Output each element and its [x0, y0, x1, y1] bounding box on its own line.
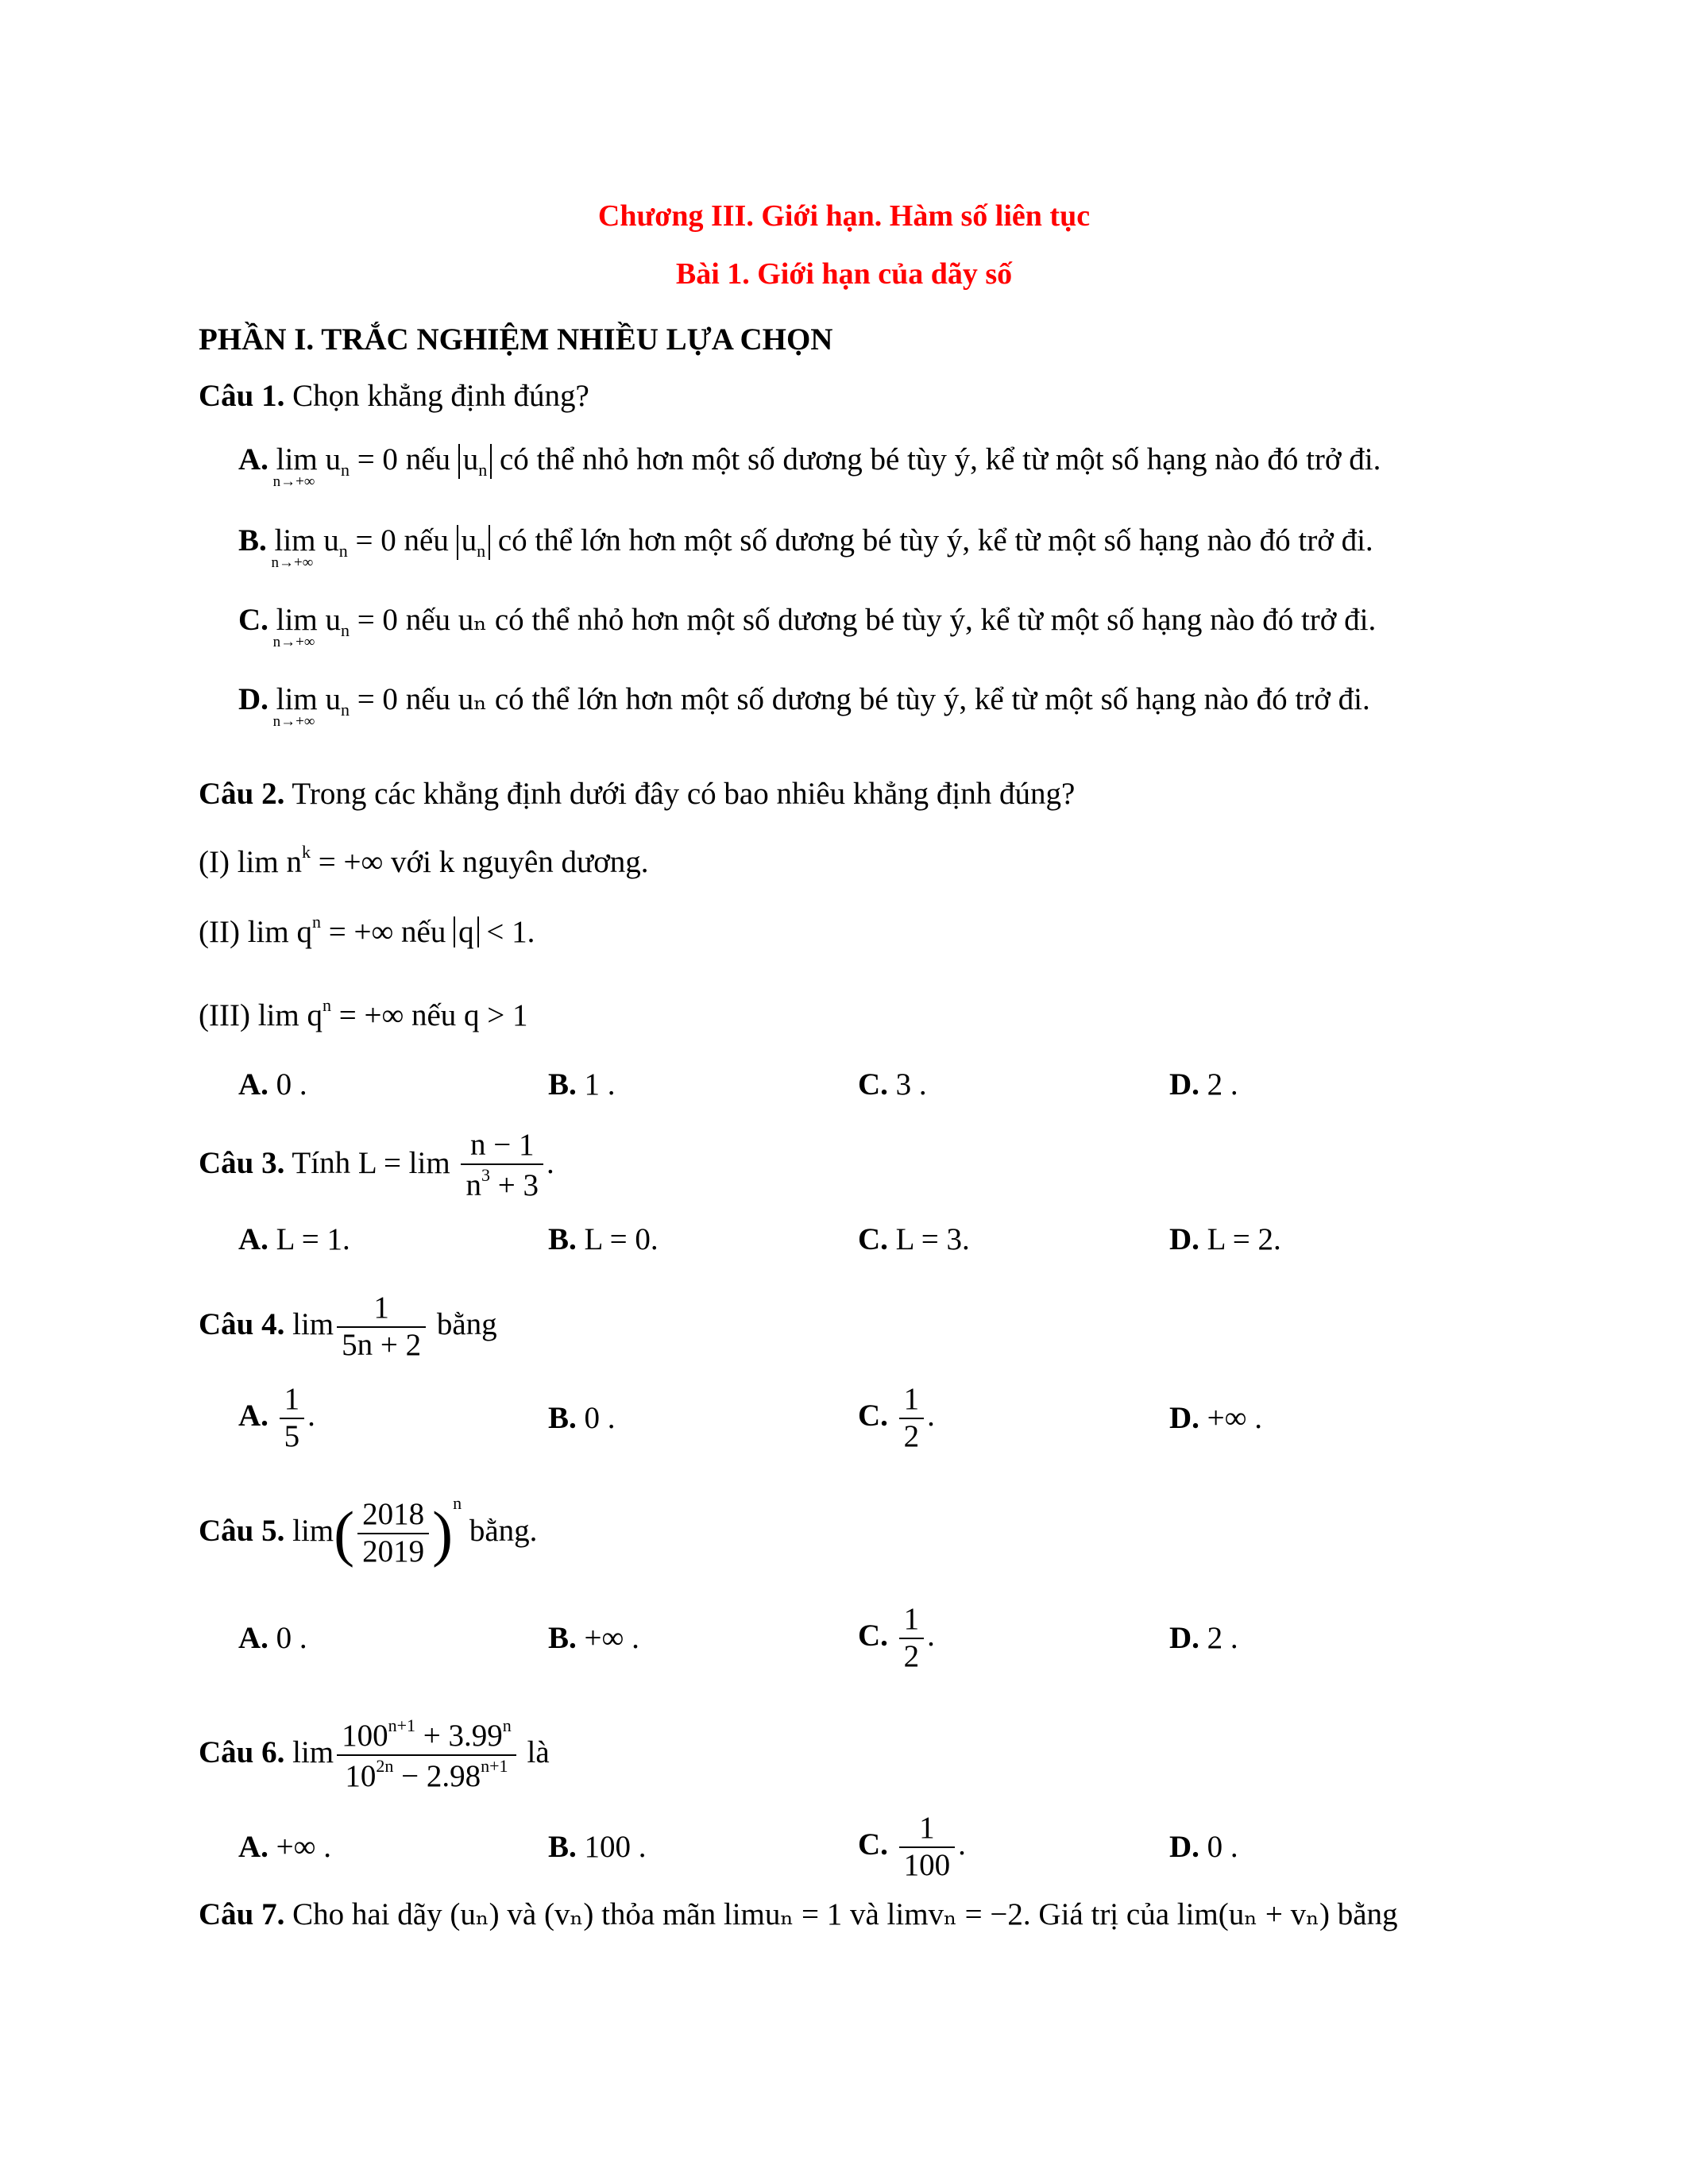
q2-option-c — [858, 1067, 927, 1102]
q5-option-c — [858, 1602, 935, 1675]
lim-word: lim — [276, 682, 318, 716]
question-label: Câu 2. — [199, 777, 285, 811]
q1-option-b — [238, 523, 1373, 571]
option-label: D. — [1169, 1621, 1199, 1655]
den-term-a: 10 — [345, 1758, 377, 1793]
option-value: +∞ . — [1207, 1401, 1262, 1435]
fraction-numerator: 1 — [899, 1602, 925, 1639]
q3-option-b — [548, 1221, 659, 1257]
option-value: 2 . — [1207, 1067, 1238, 1102]
question-label: Câu 4. — [199, 1306, 285, 1341]
superscript: 3 — [481, 1164, 490, 1185]
lim-word: lim — [292, 1734, 334, 1769]
question-label: Câu 5. — [199, 1514, 285, 1548]
absolute-value: q — [454, 916, 479, 947]
question-label: Câu 1. — [199, 379, 285, 413]
fraction — [357, 1497, 429, 1570]
subscript-n: n — [477, 541, 486, 561]
statement-expr: lim q — [247, 915, 312, 949]
statement-condition: nếu — [401, 915, 446, 949]
q4-option-c — [858, 1382, 935, 1455]
option-label: D. — [1169, 1830, 1199, 1864]
lesson-title: Bài 1. Giới hạn của dãy số — [675, 257, 1013, 291]
absolute-value — [458, 444, 492, 479]
statement-condition: với k nguyên dương. — [391, 845, 649, 879]
q2-statement-1 — [199, 842, 649, 880]
superscript: n+1 — [388, 1715, 416, 1735]
option-label: B. — [548, 1621, 577, 1655]
den-term-b: − 2.98 — [401, 1758, 481, 1793]
option-label: A. — [238, 442, 268, 477]
subscript-n: n — [340, 620, 350, 640]
option-label: D. — [238, 682, 268, 716]
question-text: Trong các khẳng định dưới đây có bao nhiêu khẳng định đúng? — [292, 777, 1076, 811]
fraction-numerator: n − 1 — [461, 1128, 543, 1165]
lim-word: lim — [276, 603, 318, 637]
den-tail: + 3 — [497, 1167, 539, 1202]
statement-tail: < 1. — [486, 915, 535, 949]
period: . — [927, 1618, 935, 1653]
option-value: 100 . — [584, 1830, 647, 1864]
superscript: n — [322, 995, 331, 1015]
question-label: Câu 3. — [199, 1145, 285, 1180]
section-heading: PHẦN I. TRẮC NGHIỆM NHIỀU LỰA CHỌN — [199, 322, 833, 357]
option-label: B. — [548, 1401, 577, 1435]
equals-zero: = 0 — [357, 442, 398, 477]
chapter-title: Chương III. Giới hạn. Hàm số liên tục — [597, 199, 1091, 233]
q6-option-c — [858, 1811, 966, 1884]
lim-subscript: n→+∞ — [271, 554, 314, 571]
fraction-denominator: 2019 — [362, 1534, 425, 1569]
option-label: D. — [1169, 1401, 1199, 1435]
sequence-u: u — [462, 442, 479, 477]
fraction-denominator: 100 — [903, 1847, 951, 1882]
question-label: Câu 7. — [199, 1897, 285, 1931]
fraction-denominator: 5n + 2 — [342, 1327, 422, 1362]
fraction-numerator — [337, 1715, 516, 1756]
option-label: B. — [548, 1067, 577, 1102]
sequence-u: u — [461, 523, 477, 558]
lim-word: lim — [292, 1514, 334, 1548]
fraction-denominator — [461, 1165, 543, 1204]
option-label: C. — [238, 603, 268, 637]
num-term-a: 100 — [342, 1719, 388, 1753]
statement-rhs: = +∞ — [318, 845, 384, 879]
q6-option-b — [548, 1829, 647, 1865]
statement-condition: nếu q > 1 — [411, 998, 528, 1032]
option-value: L = 1. — [276, 1222, 350, 1256]
q1-option-a — [238, 442, 1381, 490]
q2-option-a — [238, 1067, 307, 1102]
option-value: L = 3. — [895, 1222, 970, 1256]
fraction-numerator: 1 — [280, 1382, 305, 1419]
left-paren: ( — [334, 1499, 355, 1569]
question-6 — [199, 1715, 550, 1795]
question-text: Tính L = lim — [292, 1145, 450, 1180]
statement-rhs: = +∞ — [338, 998, 404, 1032]
subscript-n: n — [338, 541, 348, 561]
fraction — [461, 1128, 543, 1204]
q4-option-d — [1169, 1400, 1262, 1436]
option-label: B. — [238, 523, 267, 558]
q6-option-a — [238, 1829, 331, 1865]
fraction-denominator — [337, 1756, 516, 1795]
q3-option-d — [1169, 1221, 1281, 1257]
lim-subscript: n→+∞ — [272, 473, 315, 490]
q5-option-b — [548, 1620, 639, 1656]
q2-statement-2 — [199, 912, 535, 950]
statement-rhs: = +∞ — [328, 915, 394, 949]
q4-option-a — [238, 1382, 315, 1455]
question-4 — [199, 1291, 497, 1364]
option-value: 0 . — [276, 1621, 307, 1655]
option-value: 0 . — [1207, 1830, 1238, 1864]
fraction-numerator: 1 — [899, 1382, 925, 1419]
superscript: n+1 — [481, 1755, 508, 1776]
lim-expression — [272, 602, 318, 650]
q2-option-b — [548, 1067, 616, 1102]
option-label: C. — [858, 1398, 888, 1433]
lim-word: lim — [274, 523, 316, 558]
option-value: 0 . — [276, 1067, 307, 1102]
question-label: Câu 6. — [199, 1734, 285, 1769]
option-label: A. — [238, 1222, 268, 1256]
option-label: A. — [238, 1398, 268, 1433]
q3-option-c — [858, 1221, 970, 1257]
statement-expr: lim n — [237, 845, 302, 879]
option-label: A. — [238, 1067, 268, 1102]
option-label: C. — [858, 1222, 888, 1256]
q1-option-c — [238, 602, 1377, 650]
fraction-denominator: 2 — [903, 1418, 920, 1453]
fraction-numerator: 1 — [899, 1811, 956, 1848]
fraction-denominator: 5 — [284, 1418, 300, 1453]
den-base: n — [465, 1167, 481, 1202]
fraction — [899, 1811, 956, 1884]
q2-statement-3 — [199, 995, 528, 1033]
option-value: 3 . — [895, 1067, 927, 1102]
period: . — [546, 1145, 554, 1180]
question-tail: là — [527, 1734, 550, 1769]
question-1 — [199, 378, 589, 414]
option-text: nếu — [405, 442, 450, 477]
fraction — [337, 1291, 426, 1364]
lim-word: lim — [276, 442, 318, 477]
statement-prefix: (I) — [199, 845, 230, 879]
option-value: L = 2. — [1207, 1222, 1281, 1256]
question-5 — [199, 1493, 537, 1570]
option-value: 2 . — [1207, 1621, 1238, 1655]
q4-option-b — [548, 1400, 616, 1436]
option-label: C. — [858, 1827, 888, 1862]
option-rest: có thể nhỏ hơn một số dương bé tùy ý, kể từ một số hạng nào đó trở đi. — [500, 442, 1381, 477]
sequence-u: u — [323, 523, 339, 558]
option-text: nếu uₙ có thể lớn hơn một số dương bé tùy ý, kể từ một số hạng nào đó trở đi. — [405, 682, 1370, 716]
question-text: Cho hai dãy (uₙ) và (vₙ) thỏa mãn limuₙ = 1 và limvₙ = −2. Giá trị của lim(uₙ + vₙ) bằng — [292, 1897, 1398, 1931]
fraction — [280, 1382, 305, 1455]
q6-option-d — [1169, 1829, 1238, 1865]
option-text: nếu — [404, 523, 449, 558]
fraction — [899, 1602, 925, 1675]
option-value: 1 . — [584, 1067, 616, 1102]
sequence-u: u — [325, 682, 341, 716]
option-label: C. — [858, 1067, 888, 1102]
option-label: C. — [858, 1618, 888, 1653]
q1-option-d — [238, 681, 1370, 730]
absolute-value — [457, 525, 491, 560]
lim-subscript: n→+∞ — [272, 713, 315, 730]
option-value: +∞ . — [584, 1621, 639, 1655]
option-label: D. — [1169, 1067, 1199, 1102]
fraction — [337, 1715, 516, 1795]
period: . — [958, 1827, 966, 1862]
subscript-n: n — [340, 700, 350, 720]
statement-prefix: (II) — [199, 915, 240, 949]
option-value: 0 . — [584, 1401, 616, 1435]
option-text: nếu uₙ có thể nhỏ hơn một số dương bé tùy ý, kể từ một số hạng nào đó trở đi. — [405, 603, 1377, 637]
option-label: B. — [548, 1830, 577, 1864]
option-label: A. — [238, 1830, 268, 1864]
superscript: n — [453, 1493, 462, 1513]
question-3 — [199, 1128, 554, 1204]
q5-option-a — [238, 1620, 307, 1656]
equals-zero: = 0 — [357, 682, 398, 716]
period: . — [927, 1398, 935, 1433]
lim-expression — [272, 442, 318, 490]
option-value: L = 0. — [584, 1222, 659, 1256]
subscript-n: n — [478, 460, 488, 480]
option-rest: có thể lớn hơn một số dương bé tùy ý, kể từ một số hạng nào đó trở đi. — [497, 523, 1373, 558]
fraction-numerator: 2018 — [357, 1497, 429, 1534]
equals-zero: = 0 — [355, 523, 396, 558]
subscript-n: n — [340, 460, 350, 480]
option-value: +∞ . — [276, 1830, 331, 1864]
num-term-b: + 3.99 — [423, 1719, 503, 1753]
option-label: B. — [548, 1222, 577, 1256]
q3-option-a — [238, 1221, 350, 1257]
question-text: Chọn khẳng định đúng? — [292, 379, 589, 413]
equals-zero: = 0 — [357, 603, 398, 637]
question-2 — [199, 776, 1075, 812]
fraction-numerator: 1 — [337, 1291, 426, 1328]
sequence-u: u — [325, 603, 341, 637]
fraction — [899, 1382, 925, 1455]
lim-expression — [271, 523, 316, 571]
q2-option-d — [1169, 1067, 1238, 1102]
question-7 — [199, 1897, 1398, 1932]
q5-option-d — [1169, 1620, 1238, 1656]
fraction-denominator: 2 — [903, 1638, 920, 1673]
lim-subscript: n→+∞ — [272, 634, 315, 650]
question-tail: bằng — [436, 1306, 497, 1341]
superscript: k — [301, 842, 311, 862]
statement-expr: lim q — [257, 998, 323, 1032]
question-tail: bằng. — [469, 1514, 538, 1548]
right-paren: ) — [432, 1499, 454, 1569]
superscript: n — [502, 1715, 512, 1735]
period: . — [307, 1398, 315, 1433]
statement-prefix: (III) — [199, 998, 250, 1032]
lim-expression — [272, 681, 318, 730]
sequence-u: u — [325, 442, 341, 477]
superscript: 2n — [376, 1755, 394, 1776]
lim-word: lim — [292, 1306, 334, 1341]
option-label: D. — [1169, 1222, 1199, 1256]
superscript: n — [311, 912, 321, 932]
option-label: A. — [238, 1621, 268, 1655]
